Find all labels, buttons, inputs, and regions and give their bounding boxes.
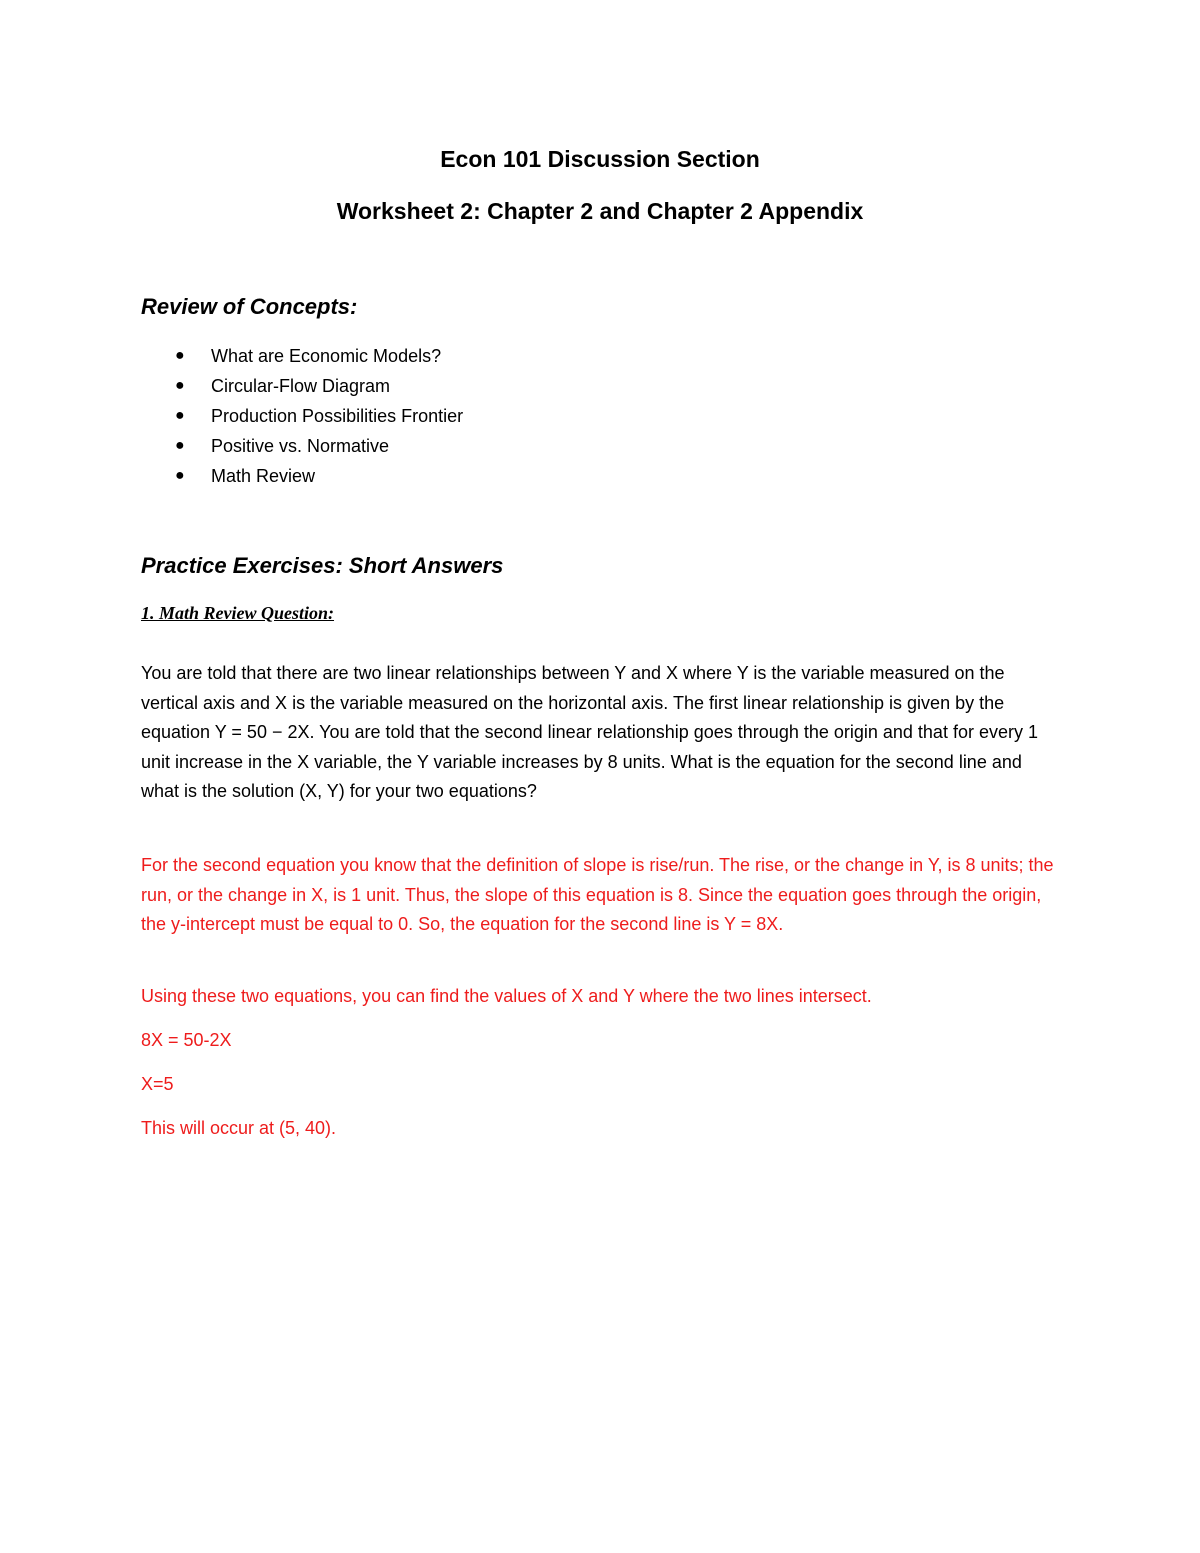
list-item-label: What are Economic Models? (211, 346, 442, 366)
answer-equation: 8X = 50-2X (141, 1030, 232, 1050)
answer-paragraph: For the second equation you know that the definition of slope is rise/run. The rise, or the change in Y, is 8 units; the run, or the change in X, is 1 unit. Thus, the slope of this equation is 8. Since the equation goes through the origin, the y-intercept must be equal to 0. So, the equation for the second line is Y = 8X. (141, 855, 1054, 935)
list-item-label: Positive vs. Normative (211, 436, 390, 456)
document-subtitle: Worksheet 2: Chapter 2 and Chapter 2 Appendix (336, 198, 864, 224)
document-title: Econ 101 Discussion Section (440, 146, 760, 172)
answer-result: This will occur at (5, 40). (141, 1118, 337, 1138)
answer-intersect: Using these two equations, you can find the values of X and Y where the two lines intersect. (141, 986, 872, 1006)
question-title: 1. Math Review Question: (141, 603, 335, 623)
list-item-label: Production Possibilities Frontier (211, 406, 464, 426)
list-item (141, 403, 463, 433)
bullet-icon: ● (175, 407, 185, 424)
concepts-list (141, 343, 463, 493)
list-item-label: Circular-Flow Diagram (211, 376, 391, 396)
bullet-icon: ● (175, 467, 185, 484)
list-item-label: Math Review (211, 466, 316, 486)
practice-heading: Practice Exercises: Short Answers (141, 553, 504, 578)
bullet-icon: ● (175, 347, 185, 364)
answer-x-value: X=5 (141, 1074, 174, 1094)
question-text: You are told that there are two linear relationships between Y and X where Y is the variable measured on the vertical axis and X is the variable measured on the horizontal axis. The first linear relationship is given by the equation Y = 50 − 2X. You are told that the second linear relationship goes through the origin and that for every 1 unit increase in the X variable, the Y variable increases by 8 units. What is the equation for the second line and what is the solution (X, Y) for your two equations? (141, 663, 1038, 802)
bullet-icon: ● (175, 377, 185, 394)
list-item (141, 373, 463, 403)
review-heading: Review of Concepts: (141, 294, 358, 319)
list-item (141, 343, 463, 373)
bullet-icon: ● (175, 437, 185, 454)
list-item (141, 433, 463, 463)
list-item (141, 463, 463, 493)
